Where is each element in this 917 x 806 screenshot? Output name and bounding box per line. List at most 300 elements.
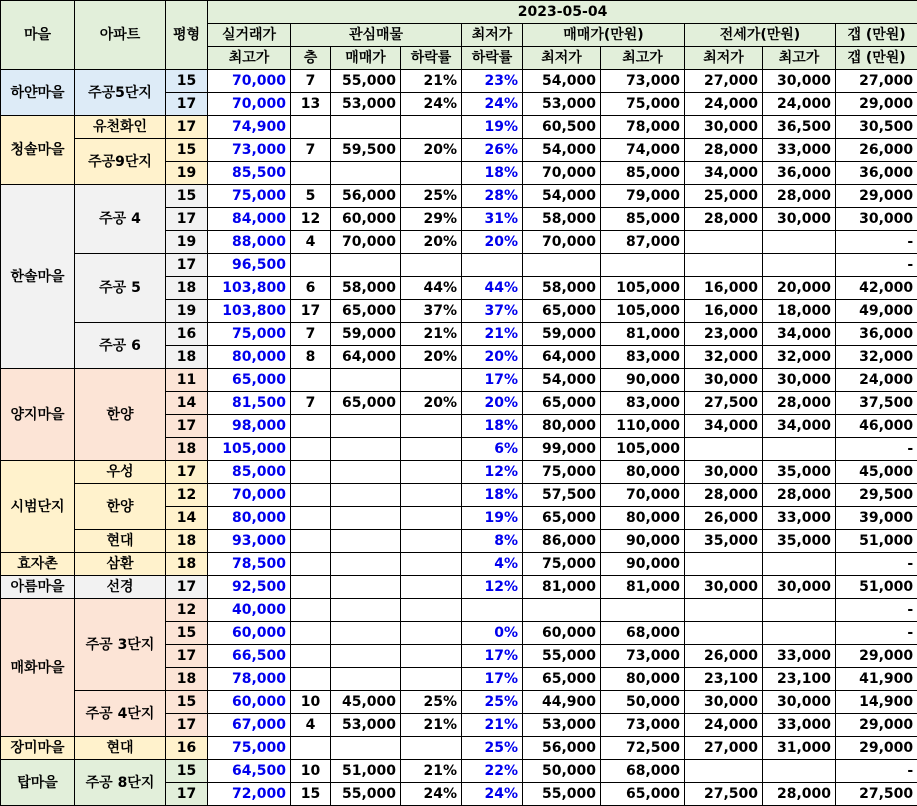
- jeonse-min-cell: 30,000: [685, 461, 763, 484]
- jeonse-min-cell: [685, 599, 763, 622]
- interest-drop-cell: [401, 461, 462, 484]
- header-price: 매매가: [331, 47, 401, 70]
- lowest-drop-cell: 37%: [462, 300, 523, 323]
- interest-drop-cell: 20%: [401, 139, 462, 162]
- floor-cell: [291, 438, 331, 461]
- floor-cell: [291, 484, 331, 507]
- size-cell: 18: [166, 346, 208, 369]
- sale-max-cell: 110,000: [601, 415, 685, 438]
- interest-price-cell: 53,000: [331, 714, 401, 737]
- sale-min-cell: 65,000: [523, 507, 601, 530]
- jeonse-max-cell: 36,000: [763, 162, 836, 185]
- lowest-drop-cell: 20%: [462, 392, 523, 415]
- jeonse-min-cell: 27,000: [685, 737, 763, 760]
- jeonse-min-cell: 35,000: [685, 530, 763, 553]
- apartment-name: 한양: [75, 484, 166, 530]
- actual-max-cell: 85,500: [208, 162, 291, 185]
- interest-drop-cell: 25%: [401, 691, 462, 714]
- actual-max-cell: 98,000: [208, 415, 291, 438]
- jeonse-max-cell: 31,000: [763, 737, 836, 760]
- jeonse-max-cell: [763, 553, 836, 576]
- interest-drop-cell: 29%: [401, 208, 462, 231]
- sale-min-cell: 64,000: [523, 346, 601, 369]
- interest-price-cell: 55,000: [331, 70, 401, 93]
- interest-price-cell: [331, 438, 401, 461]
- sale-max-cell: 68,000: [601, 622, 685, 645]
- actual-max-cell: 73,000: [208, 139, 291, 162]
- table-row: [1, 691, 917, 714]
- floor-cell: 5: [291, 185, 331, 208]
- sale-max-cell: 83,000: [601, 346, 685, 369]
- header-apartment: 아파트: [75, 1, 166, 70]
- actual-max-cell: 60,000: [208, 622, 291, 645]
- lowest-drop-cell: 31%: [462, 208, 523, 231]
- table-row: [1, 737, 917, 760]
- jeonse-min-cell: 28,000: [685, 208, 763, 231]
- size-cell: 18: [166, 553, 208, 576]
- lowest-drop-cell: 6%: [462, 438, 523, 461]
- table-row: [1, 484, 917, 507]
- floor-cell: 7: [291, 392, 331, 415]
- sale-max-cell: [601, 599, 685, 622]
- sale-max-cell: 81,000: [601, 576, 685, 599]
- gap-cell: -: [836, 438, 917, 461]
- sale-max-cell: 105,000: [601, 438, 685, 461]
- jeonse-max-cell: 30,000: [763, 576, 836, 599]
- sale-min-cell: 60,500: [523, 116, 601, 139]
- interest-price-cell: [331, 668, 401, 691]
- sale-max-cell: 85,000: [601, 208, 685, 231]
- interest-price-cell: 45,000: [331, 691, 401, 714]
- jeonse-max-cell: 30,000: [763, 369, 836, 392]
- gap-cell: 30,500: [836, 116, 917, 139]
- sale-min-cell: 55,000: [523, 783, 601, 806]
- sale-max-cell: 72,500: [601, 737, 685, 760]
- gap-cell: 29,500: [836, 484, 917, 507]
- gap-cell: 41,900: [836, 668, 917, 691]
- size-cell: 19: [166, 231, 208, 254]
- floor-cell: 6: [291, 277, 331, 300]
- jeonse-max-cell: 30,000: [763, 691, 836, 714]
- apartment-name: 주공 3단지: [75, 599, 166, 691]
- header-lowest-drop-2: 하락률: [462, 47, 523, 70]
- interest-price-cell: 65,000: [331, 392, 401, 415]
- interest-price-cell: [331, 415, 401, 438]
- size-cell: 17: [166, 645, 208, 668]
- sale-min-cell: 86,000: [523, 530, 601, 553]
- apartment-name: 한양: [75, 369, 166, 461]
- sale-max-cell: 73,000: [601, 645, 685, 668]
- interest-price-cell: [331, 507, 401, 530]
- sale-min-cell: 81,000: [523, 576, 601, 599]
- floor-cell: [291, 530, 331, 553]
- table-row: [1, 576, 917, 599]
- jeonse-max-cell: 34,000: [763, 323, 836, 346]
- jeonse-min-cell: 30,000: [685, 369, 763, 392]
- sale-max-cell: 73,000: [601, 70, 685, 93]
- sale-min-cell: 70,000: [523, 162, 601, 185]
- size-cell: 15: [166, 691, 208, 714]
- sale-max-cell: 68,000: [601, 760, 685, 783]
- actual-max-cell: 84,000: [208, 208, 291, 231]
- size-cell: 16: [166, 737, 208, 760]
- sale-min-cell: 55,000: [523, 645, 601, 668]
- lowest-drop-cell: 19%: [462, 116, 523, 139]
- interest-drop-cell: [401, 484, 462, 507]
- gap-cell: 37,500: [836, 392, 917, 415]
- lowest-drop-cell: [462, 599, 523, 622]
- gap-cell: 29,000: [836, 93, 917, 116]
- jeonse-max-cell: [763, 760, 836, 783]
- gap-cell: -: [836, 254, 917, 277]
- jeonse-min-cell: 24,000: [685, 93, 763, 116]
- sale-max-cell: 75,000: [601, 93, 685, 116]
- gap-cell: 39,000: [836, 507, 917, 530]
- jeonse-min-cell: 23,000: [685, 323, 763, 346]
- floor-cell: 12: [291, 208, 331, 231]
- sale-min-cell: 65,000: [523, 300, 601, 323]
- gap-cell: 27,500: [836, 783, 917, 806]
- floor-cell: 7: [291, 323, 331, 346]
- apartment-name: 현대: [75, 737, 166, 760]
- interest-drop-cell: 21%: [401, 760, 462, 783]
- header-actual-max-2: 최고가: [208, 47, 291, 70]
- interest-price-cell: 59,500: [331, 139, 401, 162]
- sale-max-cell: 85,000: [601, 162, 685, 185]
- size-cell: 18: [166, 277, 208, 300]
- gap-cell: 42,000: [836, 277, 917, 300]
- jeonse-min-cell: 34,000: [685, 162, 763, 185]
- floor-cell: 17: [291, 300, 331, 323]
- jeonse-max-cell: 34,000: [763, 415, 836, 438]
- lowest-drop-cell: 23%: [462, 70, 523, 93]
- sale-max-cell: [601, 254, 685, 277]
- lowest-drop-cell: 17%: [462, 668, 523, 691]
- floor-cell: 4: [291, 231, 331, 254]
- sale-max-cell: 50,000: [601, 691, 685, 714]
- header-lowest-drop-1: 최저가: [462, 24, 523, 47]
- actual-max-cell: 64,500: [208, 760, 291, 783]
- village-name: 청솔마을: [1, 116, 75, 185]
- apartment-name: 우성: [75, 461, 166, 484]
- interest-price-cell: [331, 576, 401, 599]
- size-cell: 17: [166, 93, 208, 116]
- floor-cell: 7: [291, 139, 331, 162]
- jeonse-min-cell: 32,000: [685, 346, 763, 369]
- sale-min-cell: [523, 254, 601, 277]
- gap-cell: -: [836, 760, 917, 783]
- interest-price-cell: 70,000: [331, 231, 401, 254]
- apartment-name: 주공 6: [75, 323, 166, 369]
- table-row: [1, 599, 917, 622]
- size-cell: 18: [166, 668, 208, 691]
- sale-max-cell: 79,000: [601, 185, 685, 208]
- sale-max-cell: 70,000: [601, 484, 685, 507]
- interest-drop-cell: 21%: [401, 714, 462, 737]
- size-cell: 19: [166, 162, 208, 185]
- jeonse-max-cell: 28,000: [763, 783, 836, 806]
- header-actual-max-1: 실거래가: [208, 24, 291, 47]
- lowest-drop-cell: 18%: [462, 415, 523, 438]
- size-cell: 18: [166, 438, 208, 461]
- jeonse-min-cell: 30,000: [685, 576, 763, 599]
- size-cell: 17: [166, 415, 208, 438]
- village-name: 양지마을: [1, 369, 75, 461]
- jeonse-min-cell: [685, 254, 763, 277]
- floor-cell: [291, 254, 331, 277]
- header-drop: 하락률: [401, 47, 462, 70]
- floor-cell: [291, 369, 331, 392]
- actual-max-cell: 67,000: [208, 714, 291, 737]
- village-name: 효자촌: [1, 553, 75, 576]
- actual-max-cell: 78,000: [208, 668, 291, 691]
- header-size: 평형: [166, 1, 208, 70]
- size-cell: 11: [166, 369, 208, 392]
- header-sale-price: 매매가(만원): [523, 24, 685, 47]
- header-interest: 관심매물: [291, 24, 462, 47]
- size-cell: 12: [166, 599, 208, 622]
- actual-max-cell: 70,000: [208, 93, 291, 116]
- jeonse-min-cell: 26,000: [685, 645, 763, 668]
- gap-cell: 24,000: [836, 369, 917, 392]
- interest-drop-cell: [401, 415, 462, 438]
- lowest-drop-cell: 28%: [462, 185, 523, 208]
- header-gap-1: 갭 (만원): [836, 24, 917, 47]
- jeonse-min-cell: [685, 622, 763, 645]
- header-village: 마을: [1, 1, 75, 70]
- table-row: [1, 530, 917, 553]
- sale-max-cell: 81,000: [601, 323, 685, 346]
- village-name: 하얀마을: [1, 70, 75, 116]
- gap-cell: 29,000: [836, 737, 917, 760]
- size-cell: 17: [166, 576, 208, 599]
- interest-drop-cell: [401, 576, 462, 599]
- interest-drop-cell: [401, 599, 462, 622]
- size-cell: 15: [166, 70, 208, 93]
- interest-drop-cell: [401, 162, 462, 185]
- interest-price-cell: [331, 369, 401, 392]
- actual-max-cell: 65,000: [208, 369, 291, 392]
- size-cell: 17: [166, 116, 208, 139]
- sale-min-cell: 75,000: [523, 553, 601, 576]
- sale-min-cell: 53,000: [523, 93, 601, 116]
- actual-max-cell: 105,000: [208, 438, 291, 461]
- table-row: [1, 185, 917, 208]
- lowest-drop-cell: 25%: [462, 737, 523, 760]
- gap-cell: 51,000: [836, 530, 917, 553]
- size-cell: 17: [166, 254, 208, 277]
- apartment-name: 현대: [75, 530, 166, 553]
- gap-cell: 32,000: [836, 346, 917, 369]
- jeonse-max-cell: 30,000: [763, 208, 836, 231]
- size-cell: 16: [166, 323, 208, 346]
- actual-max-cell: 60,000: [208, 691, 291, 714]
- size-cell: 14: [166, 392, 208, 415]
- header-jeonse-max: 최고가: [763, 47, 836, 70]
- jeonse-max-cell: 28,000: [763, 185, 836, 208]
- apartment-name: 유천화인: [75, 116, 166, 139]
- interest-drop-cell: 44%: [401, 277, 462, 300]
- gap-cell: -: [836, 553, 917, 576]
- interest-drop-cell: [401, 622, 462, 645]
- apartment-name: 주공 4: [75, 185, 166, 254]
- floor-cell: [291, 737, 331, 760]
- interest-price-cell: 58,000: [331, 277, 401, 300]
- village-name: 탑마을: [1, 760, 75, 806]
- table-row: [1, 254, 917, 277]
- interest-price-cell: 55,000: [331, 783, 401, 806]
- lowest-drop-cell: 17%: [462, 645, 523, 668]
- lowest-drop-cell: 17%: [462, 369, 523, 392]
- actual-max-cell: 103,800: [208, 277, 291, 300]
- floor-cell: 13: [291, 93, 331, 116]
- size-cell: 15: [166, 139, 208, 162]
- interest-drop-cell: [401, 530, 462, 553]
- lowest-drop-cell: 22%: [462, 760, 523, 783]
- jeonse-max-cell: 20,000: [763, 277, 836, 300]
- interest-drop-cell: [401, 369, 462, 392]
- jeonse-min-cell: 27,500: [685, 783, 763, 806]
- sale-min-cell: 54,000: [523, 70, 601, 93]
- table-row: [1, 323, 917, 346]
- lowest-drop-cell: 20%: [462, 231, 523, 254]
- interest-drop-cell: [401, 438, 462, 461]
- sale-max-cell: 80,000: [601, 507, 685, 530]
- jeonse-min-cell: [685, 760, 763, 783]
- interest-drop-cell: 20%: [401, 392, 462, 415]
- interest-price-cell: [331, 622, 401, 645]
- jeonse-max-cell: [763, 622, 836, 645]
- interest-price-cell: [331, 116, 401, 139]
- floor-cell: [291, 599, 331, 622]
- interest-price-cell: [331, 645, 401, 668]
- apartment-name: 주공9단지: [75, 139, 166, 185]
- sale-min-cell: 44,900: [523, 691, 601, 714]
- interest-drop-cell: 24%: [401, 93, 462, 116]
- sale-max-cell: 83,000: [601, 392, 685, 415]
- size-cell: 15: [166, 622, 208, 645]
- interest-price-cell: 56,000: [331, 185, 401, 208]
- sale-min-cell: 80,000: [523, 415, 601, 438]
- size-cell: 19: [166, 300, 208, 323]
- interest-drop-cell: [401, 116, 462, 139]
- jeonse-min-cell: [685, 438, 763, 461]
- interest-price-cell: 53,000: [331, 93, 401, 116]
- jeonse-min-cell: 25,000: [685, 185, 763, 208]
- header-gap-2: 갭 (만원): [836, 47, 917, 70]
- lowest-drop-cell: 24%: [462, 783, 523, 806]
- gap-cell: 46,000: [836, 415, 917, 438]
- sale-min-cell: 56,000: [523, 737, 601, 760]
- jeonse-max-cell: [763, 254, 836, 277]
- jeonse-max-cell: 33,000: [763, 507, 836, 530]
- sale-min-cell: 99,000: [523, 438, 601, 461]
- gap-cell: 14,900: [836, 691, 917, 714]
- interest-price-cell: [331, 553, 401, 576]
- gap-cell: 27,000: [836, 70, 917, 93]
- jeonse-max-cell: 35,000: [763, 530, 836, 553]
- header-floor: 층: [291, 47, 331, 70]
- interest-price-cell: [331, 530, 401, 553]
- floor-cell: [291, 116, 331, 139]
- actual-max-cell: 72,000: [208, 783, 291, 806]
- header-sale-min: 최저가: [523, 47, 601, 70]
- village-name: 한솔마을: [1, 185, 75, 369]
- actual-max-cell: 75,000: [208, 185, 291, 208]
- header-date: 2023-05-04: [208, 1, 917, 24]
- actual-max-cell: 88,000: [208, 231, 291, 254]
- sale-min-cell: 65,000: [523, 392, 601, 415]
- actual-max-cell: 81,500: [208, 392, 291, 415]
- table-row: [1, 760, 917, 783]
- lowest-drop-cell: 12%: [462, 461, 523, 484]
- actual-max-cell: 70,000: [208, 484, 291, 507]
- sale-max-cell: 80,000: [601, 668, 685, 691]
- interest-drop-cell: [401, 645, 462, 668]
- floor-cell: 10: [291, 760, 331, 783]
- gap-cell: 49,000: [836, 300, 917, 323]
- floor-cell: [291, 576, 331, 599]
- jeonse-min-cell: 34,000: [685, 415, 763, 438]
- gap-cell: 26,000: [836, 139, 917, 162]
- floor-cell: [291, 415, 331, 438]
- table-row: [1, 70, 917, 93]
- jeonse-max-cell: 33,000: [763, 139, 836, 162]
- sale-min-cell: 75,000: [523, 461, 601, 484]
- apartment-name: 주공 4단지: [75, 691, 166, 737]
- floor-cell: [291, 645, 331, 668]
- size-cell: 18: [166, 530, 208, 553]
- interest-price-cell: [331, 599, 401, 622]
- floor-cell: 4: [291, 714, 331, 737]
- sale-min-cell: 50,000: [523, 760, 601, 783]
- jeonse-min-cell: 24,000: [685, 714, 763, 737]
- table-row: [1, 461, 917, 484]
- size-cell: 17: [166, 461, 208, 484]
- sale-max-cell: 105,000: [601, 300, 685, 323]
- sale-min-cell: 65,000: [523, 668, 601, 691]
- village-name: 매화마을: [1, 599, 75, 737]
- interest-price-cell: [331, 484, 401, 507]
- actual-max-cell: 103,800: [208, 300, 291, 323]
- jeonse-max-cell: 33,000: [763, 714, 836, 737]
- interest-drop-cell: [401, 507, 462, 530]
- size-cell: 17: [166, 783, 208, 806]
- jeonse-min-cell: 28,000: [685, 139, 763, 162]
- sale-max-cell: 65,000: [601, 783, 685, 806]
- sale-max-cell: 73,000: [601, 714, 685, 737]
- apartment-name: 주공 8단지: [75, 760, 166, 806]
- jeonse-max-cell: 32,000: [763, 346, 836, 369]
- sale-min-cell: 59,000: [523, 323, 601, 346]
- interest-price-cell: 51,000: [331, 760, 401, 783]
- lowest-drop-cell: 18%: [462, 484, 523, 507]
- actual-max-cell: 96,500: [208, 254, 291, 277]
- jeonse-min-cell: 28,000: [685, 484, 763, 507]
- table-row: [1, 369, 917, 392]
- actual-max-cell: 80,000: [208, 346, 291, 369]
- floor-cell: 7: [291, 70, 331, 93]
- actual-max-cell: 92,500: [208, 576, 291, 599]
- interest-drop-cell: [401, 668, 462, 691]
- jeonse-min-cell: [685, 231, 763, 254]
- actual-max-cell: 80,000: [208, 507, 291, 530]
- interest-drop-cell: 20%: [401, 231, 462, 254]
- sale-min-cell: 54,000: [523, 139, 601, 162]
- floor-cell: [291, 162, 331, 185]
- size-cell: 12: [166, 484, 208, 507]
- jeonse-max-cell: 23,100: [763, 668, 836, 691]
